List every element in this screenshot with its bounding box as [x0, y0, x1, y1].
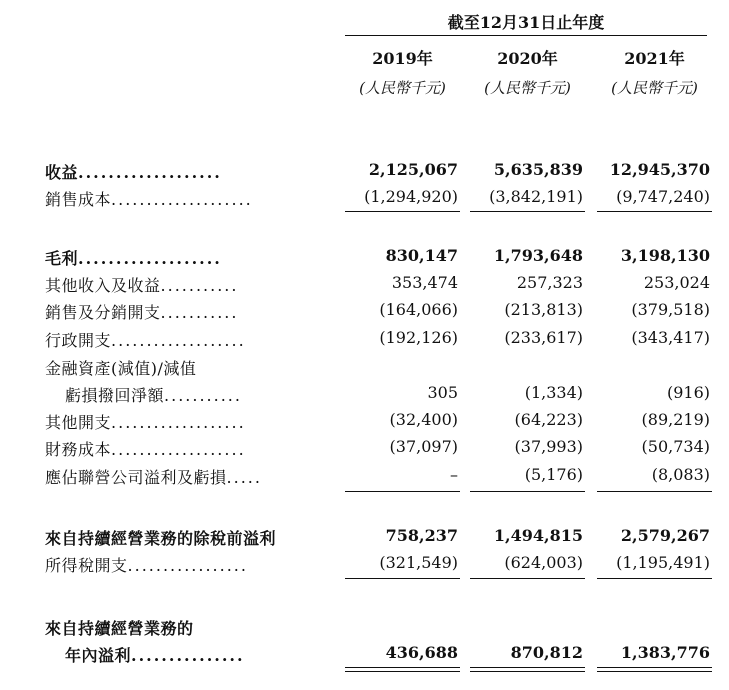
cell-2020: 5,635,839	[493, 160, 583, 179]
unit-2019: (人民幣千元)	[359, 79, 446, 97]
cell-2021: 253,024	[643, 273, 710, 292]
table-row-admin-expenses	[0, 328, 729, 354]
unit-2020: (人民幣千元)	[484, 79, 571, 97]
table-row-associates-share	[0, 465, 729, 491]
cell-2019: (321,549)	[379, 553, 458, 572]
year-2019: 2019年	[372, 49, 433, 68]
cell-2020: (1,334)	[524, 383, 583, 402]
subtotal-rule	[470, 211, 585, 212]
row-label: 虧損撥回淨額...........	[65, 386, 242, 405]
row-label: 所得稅開支.................	[45, 556, 248, 575]
total-double-rule	[470, 667, 585, 672]
table-row-income-tax	[0, 553, 729, 579]
row-label: 收益...................	[45, 163, 222, 182]
table-row-impairment-heading	[0, 356, 729, 382]
cell-2020: 1,793,648	[493, 246, 583, 265]
cell-2021: (1,195,491)	[616, 553, 710, 572]
table-row-profit-for-year	[0, 643, 729, 669]
subtotal-rule	[597, 211, 712, 212]
row-label: 來自持續經營業務的	[45, 619, 194, 638]
table-row-cost-of-sales	[0, 187, 729, 213]
cell-2020: 1,494,815	[493, 526, 583, 545]
subtotal-rule	[345, 578, 460, 579]
cell-2020: (64,223)	[514, 410, 583, 429]
cell-2020: (624,003)	[504, 553, 583, 572]
subtotal-rule	[470, 578, 585, 579]
cell-2020: (233,617)	[504, 328, 583, 347]
cell-2021: (916)	[666, 383, 710, 402]
cell-2019: 305	[427, 383, 458, 402]
table-row-revenue	[0, 160, 729, 186]
row-label: 財務成本...................	[45, 440, 246, 459]
cell-2019: (164,066)	[379, 300, 458, 319]
cell-2021: 3,198,130	[620, 246, 710, 265]
year-2021: 2021年	[624, 49, 685, 68]
row-label: 銷售成本....................	[45, 190, 253, 209]
cell-2020: 257,323	[516, 273, 583, 292]
cell-2019: 830,147	[385, 246, 458, 265]
period-header-rule	[345, 35, 707, 36]
cell-2019: 436,688	[385, 643, 458, 662]
row-label: 來自持續經營業務的除稅前溢利	[45, 529, 277, 548]
cell-2019: 2,125,067	[368, 160, 458, 179]
cell-2019: 758,237	[385, 526, 458, 545]
total-double-rule	[345, 667, 460, 672]
cell-2021: 1,383,776	[620, 643, 710, 662]
table-row-impairment-net	[0, 383, 729, 409]
cell-2020: 870,812	[510, 643, 583, 662]
year-2020: 2020年	[497, 49, 558, 68]
row-label: 其他收入及收益...........	[45, 276, 239, 295]
cell-2019: –	[450, 465, 458, 484]
cell-2020: (5,176)	[524, 465, 583, 484]
row-label: 金融資產(減值)/減值	[45, 359, 197, 378]
subtotal-rule	[345, 491, 460, 492]
table-row-other-expenses	[0, 410, 729, 436]
table-row-finance-costs	[0, 437, 729, 463]
row-label: 銷售及分銷開支...........	[45, 303, 239, 322]
cell-2021: (343,417)	[631, 328, 710, 347]
row-label: 應佔聯營公司溢利及虧損.....	[45, 468, 262, 487]
subtotal-rule	[470, 491, 585, 492]
table-row-gross-profit	[0, 246, 729, 272]
row-label: 年內溢利...............	[65, 646, 245, 665]
cell-2021: (379,518)	[631, 300, 710, 319]
subtotal-rule	[597, 491, 712, 492]
cell-2021: 12,945,370	[609, 160, 710, 179]
period-header: 截至12月31日止年度	[447, 13, 605, 32]
cell-2019: (32,400)	[389, 410, 458, 429]
cell-2021: (9,747,240)	[616, 187, 710, 206]
row-label: 行政開支...................	[45, 331, 246, 350]
table-row-other-income	[0, 273, 729, 299]
cell-2021: (8,083)	[651, 465, 710, 484]
cell-2020: (3,842,191)	[489, 187, 583, 206]
subtotal-rule	[345, 211, 460, 212]
row-label: 毛利...................	[45, 249, 222, 268]
total-double-rule	[597, 667, 712, 672]
row-label: 其他開支...................	[45, 413, 246, 432]
table-row-selling-expenses	[0, 300, 729, 326]
table-row-profit-heading	[0, 616, 729, 642]
unit-2021: (人民幣千元)	[611, 79, 698, 97]
cell-2020: (37,993)	[514, 437, 583, 456]
cell-2019: (192,126)	[379, 328, 458, 347]
table-row-profit-before-tax	[0, 526, 729, 552]
subtotal-rule	[597, 578, 712, 579]
cell-2021: 2,579,267	[620, 526, 710, 545]
cell-2021: (50,734)	[641, 437, 710, 456]
cell-2019: 353,474	[391, 273, 458, 292]
cell-2020: (213,813)	[504, 300, 583, 319]
cell-2021: (89,219)	[641, 410, 710, 429]
cell-2019: (37,097)	[389, 437, 458, 456]
cell-2019: (1,294,920)	[364, 187, 458, 206]
